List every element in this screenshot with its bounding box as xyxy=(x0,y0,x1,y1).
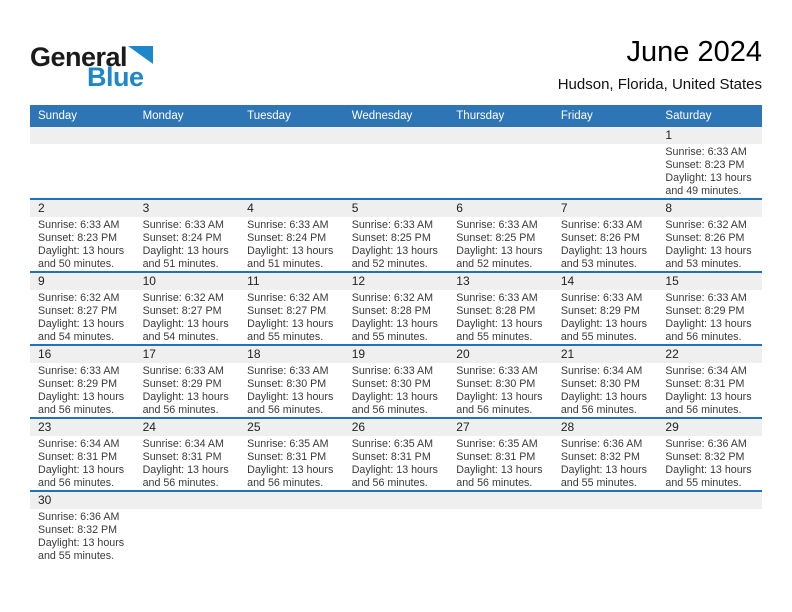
day-number-band xyxy=(30,127,762,144)
sunset-text: Sunset: 8:32 PM xyxy=(560,450,640,463)
sunrise-text: Sunrise: 6:33 AM xyxy=(142,219,224,231)
sunset-text: Sunset: 8:24 PM xyxy=(247,231,327,244)
sunrise-text: Sunrise: 6:33 AM xyxy=(665,292,747,304)
day-cell xyxy=(553,290,658,344)
day-details-row xyxy=(30,217,762,271)
day-cell xyxy=(135,217,240,271)
day-number: 28 xyxy=(560,420,575,434)
daylight-hours-text: Daylight: 13 hours xyxy=(351,390,438,403)
sunrise-text: Sunrise: 6:32 AM xyxy=(247,292,329,304)
daylight-hours-text: Daylight: 13 hours xyxy=(665,171,752,184)
daylight-hours-text: Daylight: 13 hours xyxy=(38,390,125,403)
daylight-minutes-text: and 55 minutes. xyxy=(456,330,533,343)
sunset-text: Sunset: 8:31 PM xyxy=(456,450,536,463)
sunset-text: Sunset: 8:31 PM xyxy=(38,450,118,463)
daylight-hours-text: Daylight: 13 hours xyxy=(38,244,125,257)
day-number: 30 xyxy=(38,493,52,507)
day-cell xyxy=(657,363,762,417)
sunset-text: Sunset: 8:31 PM xyxy=(665,377,745,390)
month-title: June 2024 xyxy=(626,36,762,68)
sunrise-text: Sunrise: 6:33 AM xyxy=(351,219,434,231)
day-number: 13 xyxy=(456,274,470,288)
empty-day-cell xyxy=(448,509,553,563)
empty-day-number xyxy=(657,492,762,509)
sunrise-text: Sunrise: 6:32 AM xyxy=(142,292,224,304)
daylight-minutes-text: and 55 minutes. xyxy=(247,330,324,343)
day-cell xyxy=(30,290,135,344)
day-cell xyxy=(657,436,762,490)
week-row xyxy=(30,419,762,492)
day-number: 4 xyxy=(247,201,254,215)
sunset-text: Sunset: 8:30 PM xyxy=(456,377,536,390)
sunrise-text: Sunrise: 6:34 AM xyxy=(665,365,747,377)
day-number: 14 xyxy=(560,274,575,288)
empty-day-cell xyxy=(239,144,344,198)
daylight-hours-text: Daylight: 13 hours xyxy=(247,317,334,330)
day-number: 20 xyxy=(456,347,470,361)
day-cell xyxy=(135,436,240,490)
empty-day-cell xyxy=(657,509,762,563)
daylight-minutes-text: and 56 minutes. xyxy=(665,403,742,416)
daylight-hours-text: Daylight: 13 hours xyxy=(456,463,543,476)
sunrise-text: Sunrise: 6:32 AM xyxy=(351,292,434,304)
day-number-band xyxy=(30,419,762,436)
daylight-minutes-text: and 56 minutes. xyxy=(38,403,115,416)
sunset-text: Sunset: 8:25 PM xyxy=(456,231,536,244)
sunset-text: Sunset: 8:27 PM xyxy=(247,304,327,317)
daylight-minutes-text: and 54 minutes. xyxy=(142,330,219,343)
daylight-minutes-text: and 56 minutes. xyxy=(351,403,428,416)
daylight-hours-text: Daylight: 13 hours xyxy=(38,463,125,476)
day-details-row xyxy=(30,290,762,344)
day-number: 29 xyxy=(665,420,679,434)
day-number: 8 xyxy=(665,201,673,215)
sunrise-text: Sunrise: 6:33 AM xyxy=(665,146,747,158)
empty-day-cell xyxy=(344,144,449,198)
daylight-hours-text: Daylight: 13 hours xyxy=(560,463,647,476)
empty-day-cell xyxy=(239,509,344,563)
weekday-header-tuesday: Tuesday xyxy=(247,110,291,122)
location-subtitle: Hudson, Florida, United States xyxy=(557,76,762,93)
daylight-minutes-text: and 56 minutes. xyxy=(142,403,219,416)
sunrise-text: Sunrise: 6:34 AM xyxy=(560,365,643,377)
empty-day-number xyxy=(239,127,344,144)
day-number: 15 xyxy=(665,274,679,288)
sunset-text: Sunset: 8:24 PM xyxy=(142,231,222,244)
sunrise-text: Sunrise: 6:33 AM xyxy=(142,365,224,377)
sunset-text: Sunset: 8:23 PM xyxy=(38,231,118,244)
week-row xyxy=(30,200,762,273)
weekday-header-row xyxy=(30,105,762,127)
header-titles xyxy=(558,36,762,93)
day-number: 24 xyxy=(142,420,156,434)
day-number-band xyxy=(30,273,762,290)
daylight-hours-text: Daylight: 13 hours xyxy=(665,390,752,403)
sunset-text: Sunset: 8:31 PM xyxy=(351,450,431,463)
empty-day-number xyxy=(448,127,553,144)
sunset-text: Sunset: 8:31 PM xyxy=(142,450,222,463)
empty-day-number xyxy=(448,492,553,509)
sunrise-text: Sunrise: 6:33 AM xyxy=(38,365,120,377)
day-number-band xyxy=(30,346,762,363)
sunrise-text: Sunrise: 6:34 AM xyxy=(38,438,120,450)
logo-text-blue: Blue xyxy=(87,62,144,92)
day-cell xyxy=(553,363,658,417)
sunrise-text: Sunrise: 6:35 AM xyxy=(456,438,538,450)
daylight-hours-text: Daylight: 13 hours xyxy=(247,390,334,403)
weekday-header-saturday: Saturday xyxy=(665,110,712,122)
daylight-minutes-text: and 56 minutes. xyxy=(247,403,324,416)
daylight-minutes-text: and 56 minutes. xyxy=(247,476,324,489)
day-number: 5 xyxy=(351,201,359,215)
day-cell xyxy=(30,217,135,271)
sunset-text: Sunset: 8:30 PM xyxy=(560,377,640,390)
day-number: 11 xyxy=(247,274,260,288)
empty-day-number xyxy=(30,127,135,144)
sunset-text: Sunset: 8:29 PM xyxy=(560,304,640,317)
day-number: 17 xyxy=(142,347,156,361)
day-cell xyxy=(30,509,135,563)
week-row xyxy=(30,127,762,200)
weekday-header-friday: Friday xyxy=(560,110,593,122)
daylight-hours-text: Daylight: 13 hours xyxy=(560,244,647,257)
daylight-hours-text: Daylight: 13 hours xyxy=(665,244,752,257)
sunrise-text: Sunrise: 6:36 AM xyxy=(560,438,643,450)
daylight-minutes-text: and 53 minutes. xyxy=(560,257,637,270)
day-number: 19 xyxy=(351,347,366,361)
daylight-hours-text: Daylight: 13 hours xyxy=(456,244,543,257)
daylight-minutes-text: and 51 minutes. xyxy=(142,257,219,270)
sunrise-text: Sunrise: 6:33 AM xyxy=(351,365,434,377)
daylight-hours-text: Daylight: 13 hours xyxy=(351,317,438,330)
day-number: 9 xyxy=(38,274,45,288)
daylight-hours-text: Daylight: 13 hours xyxy=(351,463,438,476)
day-cell xyxy=(448,217,553,271)
daylight-minutes-text: and 52 minutes. xyxy=(456,257,533,270)
logo-word-general: General xyxy=(30,42,128,72)
empty-day-cell xyxy=(135,144,240,198)
sunrise-text: Sunrise: 6:36 AM xyxy=(38,511,120,523)
daylight-hours-text: Daylight: 13 hours xyxy=(142,317,229,330)
sunset-text: Sunset: 8:29 PM xyxy=(665,304,745,317)
daylight-minutes-text: and 56 minutes. xyxy=(142,476,219,489)
empty-day-cell xyxy=(448,144,553,198)
sunset-text: Sunset: 8:25 PM xyxy=(351,231,431,244)
daylight-hours-text: Daylight: 13 hours xyxy=(456,390,543,403)
sunset-text: Sunset: 8:30 PM xyxy=(247,377,327,390)
day-cell xyxy=(553,436,658,490)
daylight-minutes-text: and 55 minutes. xyxy=(665,476,742,489)
sunset-text: Sunset: 8:29 PM xyxy=(38,377,118,390)
sunset-text: Sunset: 8:32 PM xyxy=(665,450,745,463)
sunset-text: Sunset: 8:23 PM xyxy=(665,158,745,171)
daylight-hours-text: Daylight: 13 hours xyxy=(560,390,647,403)
day-number: 25 xyxy=(247,420,261,434)
day-number-band xyxy=(30,200,762,217)
day-number: 3 xyxy=(142,201,150,215)
day-number: 23 xyxy=(38,420,52,434)
sunset-text: Sunset: 8:30 PM xyxy=(351,377,431,390)
day-number: 18 xyxy=(247,347,261,361)
sunrise-text: Sunrise: 6:33 AM xyxy=(456,292,538,304)
day-cell xyxy=(30,436,135,490)
daylight-minutes-text: and 53 minutes. xyxy=(665,257,742,270)
day-cell xyxy=(135,290,240,344)
day-details-row xyxy=(30,436,762,490)
day-number: 1 xyxy=(665,128,673,142)
sunset-text: Sunset: 8:28 PM xyxy=(351,304,431,317)
day-cell xyxy=(657,290,762,344)
empty-day-cell xyxy=(344,509,449,563)
day-number: 21 xyxy=(560,347,575,361)
empty-day-number xyxy=(135,492,240,509)
day-number: 26 xyxy=(351,420,366,434)
daylight-minutes-text: and 52 minutes. xyxy=(351,257,428,270)
day-number: 6 xyxy=(456,201,463,215)
daylight-minutes-text: and 56 minutes. xyxy=(351,476,428,489)
day-cell xyxy=(239,217,344,271)
calendar-body xyxy=(30,127,762,563)
day-cell xyxy=(553,217,658,271)
day-cell xyxy=(239,290,344,344)
weekday-header-monday: Monday xyxy=(142,110,184,122)
daylight-hours-text: Daylight: 13 hours xyxy=(351,244,438,257)
daylight-minutes-text: and 54 minutes. xyxy=(38,330,115,343)
sunset-text: Sunset: 8:32 PM xyxy=(38,523,118,536)
sunrise-text: Sunrise: 6:33 AM xyxy=(38,219,120,231)
weekday-header-sunday: Sunday xyxy=(38,110,78,122)
daylight-minutes-text: and 55 minutes. xyxy=(38,549,115,562)
day-cell xyxy=(239,436,344,490)
day-number: 7 xyxy=(560,201,568,215)
day-cell xyxy=(448,363,553,417)
sunrise-text: Sunrise: 6:32 AM xyxy=(665,219,747,231)
day-cell xyxy=(344,290,449,344)
day-cell xyxy=(239,363,344,417)
day-cell xyxy=(657,217,762,271)
daylight-minutes-text: and 55 minutes. xyxy=(351,330,428,343)
daylight-hours-text: Daylight: 13 hours xyxy=(665,317,752,330)
sunset-text: Sunset: 8:26 PM xyxy=(560,231,640,244)
sunrise-text: Sunrise: 6:33 AM xyxy=(560,292,643,304)
daylight-minutes-text: and 56 minutes. xyxy=(560,403,637,416)
day-number: 22 xyxy=(665,347,679,361)
daylight-hours-text: Daylight: 13 hours xyxy=(38,536,125,549)
empty-day-number xyxy=(553,127,658,144)
day-cell xyxy=(448,436,553,490)
weekday-header-wednesday: Wednesday xyxy=(351,110,413,122)
daylight-hours-text: Daylight: 13 hours xyxy=(560,317,647,330)
empty-day-number xyxy=(239,492,344,509)
daylight-minutes-text: and 55 minutes. xyxy=(560,476,637,489)
daylight-minutes-text: and 51 minutes. xyxy=(247,257,324,270)
empty-day-cell xyxy=(30,144,135,198)
general-blue-logo xyxy=(30,44,153,91)
daylight-hours-text: Daylight: 13 hours xyxy=(142,244,229,257)
day-cell xyxy=(135,363,240,417)
sunrise-text: Sunrise: 6:33 AM xyxy=(456,365,538,377)
daylight-minutes-text: and 50 minutes. xyxy=(38,257,115,270)
day-number: 27 xyxy=(456,420,470,434)
sunrise-text: Sunrise: 6:33 AM xyxy=(560,219,643,231)
daylight-hours-text: Daylight: 13 hours xyxy=(456,317,543,330)
week-row xyxy=(30,346,762,419)
empty-day-number xyxy=(135,127,240,144)
sunrise-text: Sunrise: 6:34 AM xyxy=(142,438,224,450)
day-details-row xyxy=(30,363,762,417)
day-details-row xyxy=(30,509,762,563)
sunset-text: Sunset: 8:26 PM xyxy=(665,231,745,244)
sunset-text: Sunset: 8:28 PM xyxy=(456,304,536,317)
day-number-band xyxy=(30,492,762,509)
empty-day-cell xyxy=(135,509,240,563)
daylight-minutes-text: and 56 minutes. xyxy=(38,476,115,489)
sunset-text: Sunset: 8:27 PM xyxy=(142,304,222,317)
day-number: 16 xyxy=(38,347,52,361)
day-cell xyxy=(448,290,553,344)
daylight-hours-text: Daylight: 13 hours xyxy=(247,244,334,257)
daylight-hours-text: Daylight: 13 hours xyxy=(38,317,125,330)
sunrise-text: Sunrise: 6:35 AM xyxy=(247,438,329,450)
sunrise-text: Sunrise: 6:33 AM xyxy=(247,365,329,377)
day-number: 2 xyxy=(38,201,45,215)
week-row xyxy=(30,273,762,346)
sunrise-text: Sunrise: 6:32 AM xyxy=(38,292,120,304)
empty-day-number xyxy=(344,492,449,509)
empty-day-cell xyxy=(553,144,658,198)
weekday-header-thursday: Thursday xyxy=(456,110,505,122)
sunrise-text: Sunrise: 6:33 AM xyxy=(247,219,329,231)
daylight-hours-text: Daylight: 13 hours xyxy=(665,463,752,476)
week-row xyxy=(30,492,762,563)
sunset-text: Sunset: 8:27 PM xyxy=(38,304,118,317)
daylight-minutes-text: and 55 minutes. xyxy=(560,330,637,343)
empty-day-number xyxy=(553,492,658,509)
daylight-hours-text: Daylight: 13 hours xyxy=(247,463,334,476)
daylight-minutes-text: and 49 minutes. xyxy=(665,184,742,197)
empty-day-cell xyxy=(553,509,658,563)
daylight-minutes-text: and 56 minutes. xyxy=(665,330,742,343)
sunrise-text: Sunrise: 6:35 AM xyxy=(351,438,434,450)
day-details-row xyxy=(30,144,762,198)
empty-day-number xyxy=(344,127,449,144)
day-cell xyxy=(657,144,762,198)
day-number: 10 xyxy=(142,274,156,288)
sunset-text: Sunset: 8:29 PM xyxy=(142,377,222,390)
day-cell xyxy=(344,363,449,417)
sunrise-text: Sunrise: 6:36 AM xyxy=(665,438,747,450)
sunrise-text: Sunrise: 6:33 AM xyxy=(456,219,538,231)
daylight-minutes-text: and 56 minutes. xyxy=(456,403,533,416)
daylight-minutes-text: and 56 minutes. xyxy=(456,476,533,489)
daylight-hours-text: Daylight: 13 hours xyxy=(142,463,229,476)
day-number: 12 xyxy=(351,274,366,288)
day-cell xyxy=(344,217,449,271)
sunset-text: Sunset: 8:31 PM xyxy=(247,450,327,463)
daylight-hours-text: Daylight: 13 hours xyxy=(142,390,229,403)
day-cell xyxy=(30,363,135,417)
day-cell xyxy=(344,436,449,490)
